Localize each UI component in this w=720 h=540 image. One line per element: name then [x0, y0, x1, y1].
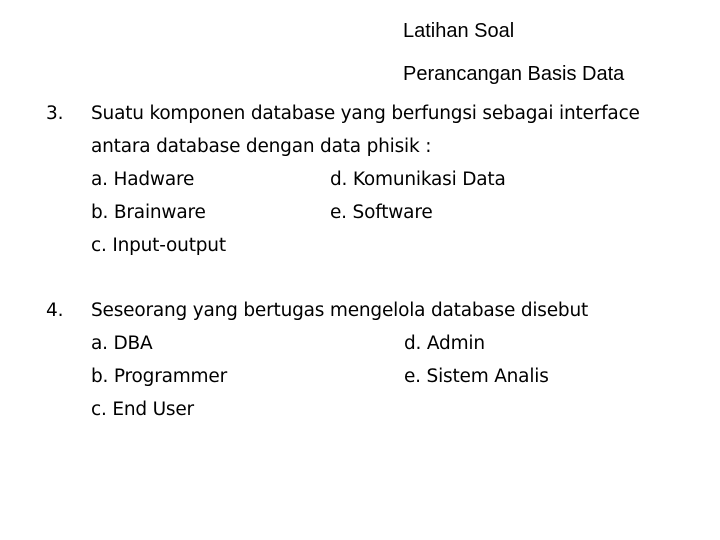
question-body	[91, 97, 711, 262]
page-subtitle: Perancangan Basis Data	[403, 63, 625, 85]
question-number: 4.	[46, 300, 64, 321]
option-d: d. Komunikasi Data	[330, 169, 506, 190]
question-text-line: Suatu komponen database yang berfungsi sebagai interface	[91, 103, 640, 124]
option-row	[91, 229, 711, 262]
option-c: c. End User	[91, 399, 194, 420]
option-row	[91, 393, 711, 426]
question-text-line: Seseorang yang bertugas mengelola database disebut	[91, 300, 589, 321]
option-e: e. Sistem Analis	[404, 366, 549, 387]
option-row	[91, 327, 711, 360]
option-c: c. Input-output	[91, 235, 226, 256]
question-number: 3.	[46, 103, 64, 124]
option-row	[91, 196, 711, 229]
question-body	[91, 294, 711, 426]
option-row	[91, 360, 711, 393]
page-title: Latihan Soal	[403, 20, 515, 42]
option-row	[91, 163, 711, 196]
option-a: a. Hadware	[91, 169, 195, 190]
option-b: b. Brainware	[91, 202, 206, 223]
option-d: d. Admin	[404, 333, 485, 354]
option-b: b. Programmer	[91, 366, 227, 387]
option-a: a. DBA	[91, 333, 153, 354]
option-e: e. Software	[330, 202, 433, 223]
question-text-line: antara database dengan data phisik :	[91, 136, 432, 157]
